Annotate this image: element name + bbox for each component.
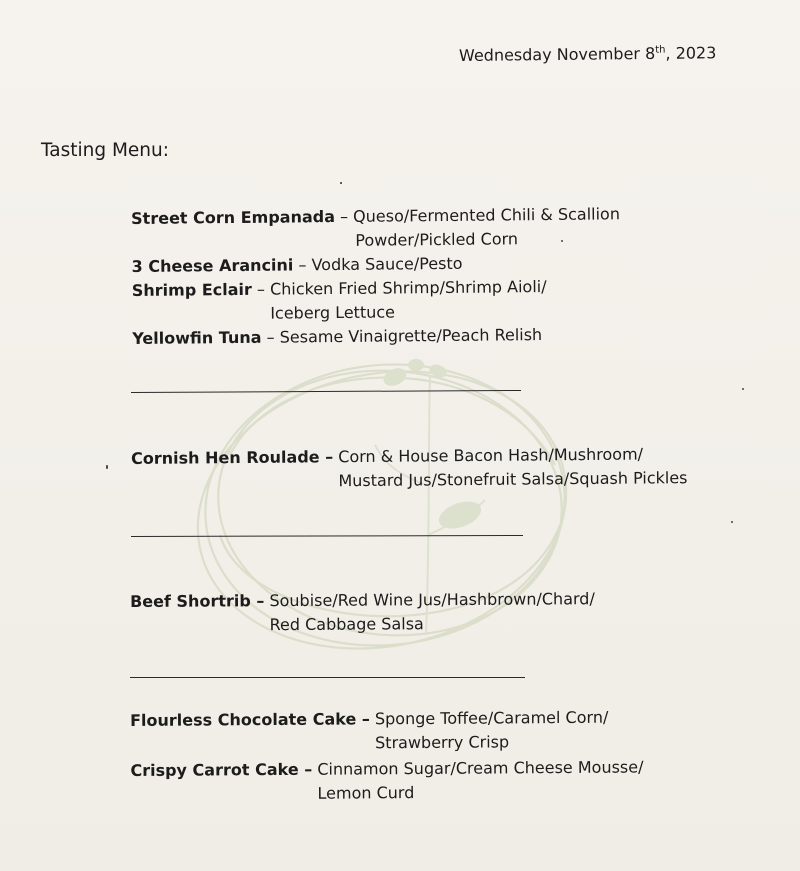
dish-description-line: Queso/Fermented Chili & Scallion (353, 204, 621, 226)
menu-item (132, 322, 621, 351)
dish-name: Street Corn Empanada (131, 207, 336, 228)
dish-name: Flourless Chocolate Cake – (130, 709, 370, 730)
paper-speck (731, 521, 733, 523)
dish-description-line: Sponge Toffee/Caramel Corn/ (374, 707, 609, 729)
dish-description-line: Corn & House Bacon Hash/Mushroom/ (338, 444, 644, 467)
dish-description (317, 755, 643, 805)
dish-description (353, 202, 620, 253)
page-title: Tasting Menu: (41, 140, 169, 161)
paper-speck (340, 182, 342, 184)
dish-description (338, 442, 687, 493)
dish-separator: – (251, 279, 271, 299)
course-1 (131, 202, 621, 351)
dish-description-line: Mustard Jus/Stonefruit Salsa/Squash Pickles (338, 468, 688, 491)
dish-description-line: Sesame Vinaigrette/Peach Relish (279, 325, 543, 347)
course-3 (130, 587, 595, 638)
dish-name: Crispy Carrot Cake – (130, 759, 313, 780)
menu-item (130, 755, 643, 807)
dish-description-line: Chicken Fried Shrimp/Shrimp Aioli/ (269, 277, 547, 299)
dish-description (280, 323, 543, 350)
dish-separator: – (334, 206, 354, 227)
dish-description-line: Red Cabbage Salsa (269, 614, 424, 635)
course-4 (130, 705, 644, 807)
dish-description (270, 275, 547, 326)
dish-name: Beef Shortrib – (130, 591, 265, 611)
paper-speck (106, 465, 108, 469)
dish-description-line: Cinnamon Sugar/Cream Cheese Mousse/ (317, 757, 644, 779)
menu-date (459, 43, 717, 65)
dish-description-line: Lemon Curd (317, 783, 415, 803)
menu-item (132, 274, 621, 327)
dish-description (311, 252, 462, 277)
dish-description-line: Vodka Sauce/Pesto (311, 253, 463, 275)
dish-separator: – (261, 327, 280, 347)
dish-name: Cornish Hen Roulade – (131, 447, 334, 468)
menu-item (131, 202, 620, 255)
menu-item (130, 587, 595, 638)
paper-speck (742, 388, 744, 390)
dish-description (269, 587, 595, 637)
dish-name: 3 Cheese Arancini (131, 255, 294, 276)
dish-name: Yellowfin Tuna (132, 327, 262, 348)
date-text: Wednesday November 8 (458, 43, 656, 65)
menu-item (130, 705, 643, 757)
dish-separator: – (293, 255, 312, 275)
dish-description-line: Powder/Pickled Corn (355, 229, 519, 250)
dish-description-line: Iceberg Lettuce (270, 302, 396, 323)
dish-description-line: Strawberry Crisp (375, 732, 510, 753)
course-divider (130, 677, 525, 678)
menu-item (131, 442, 688, 495)
dish-name: Shrimp Eclair (131, 279, 252, 300)
date-ordinal: th (655, 44, 666, 56)
dish-description (375, 706, 609, 756)
paper-speck (561, 240, 563, 242)
dish-description-line: Soubise/Red Wine Jus/Hashbrown/Chard/ (269, 589, 595, 611)
course-2 (131, 442, 688, 495)
date-year: , 2023 (665, 43, 717, 63)
